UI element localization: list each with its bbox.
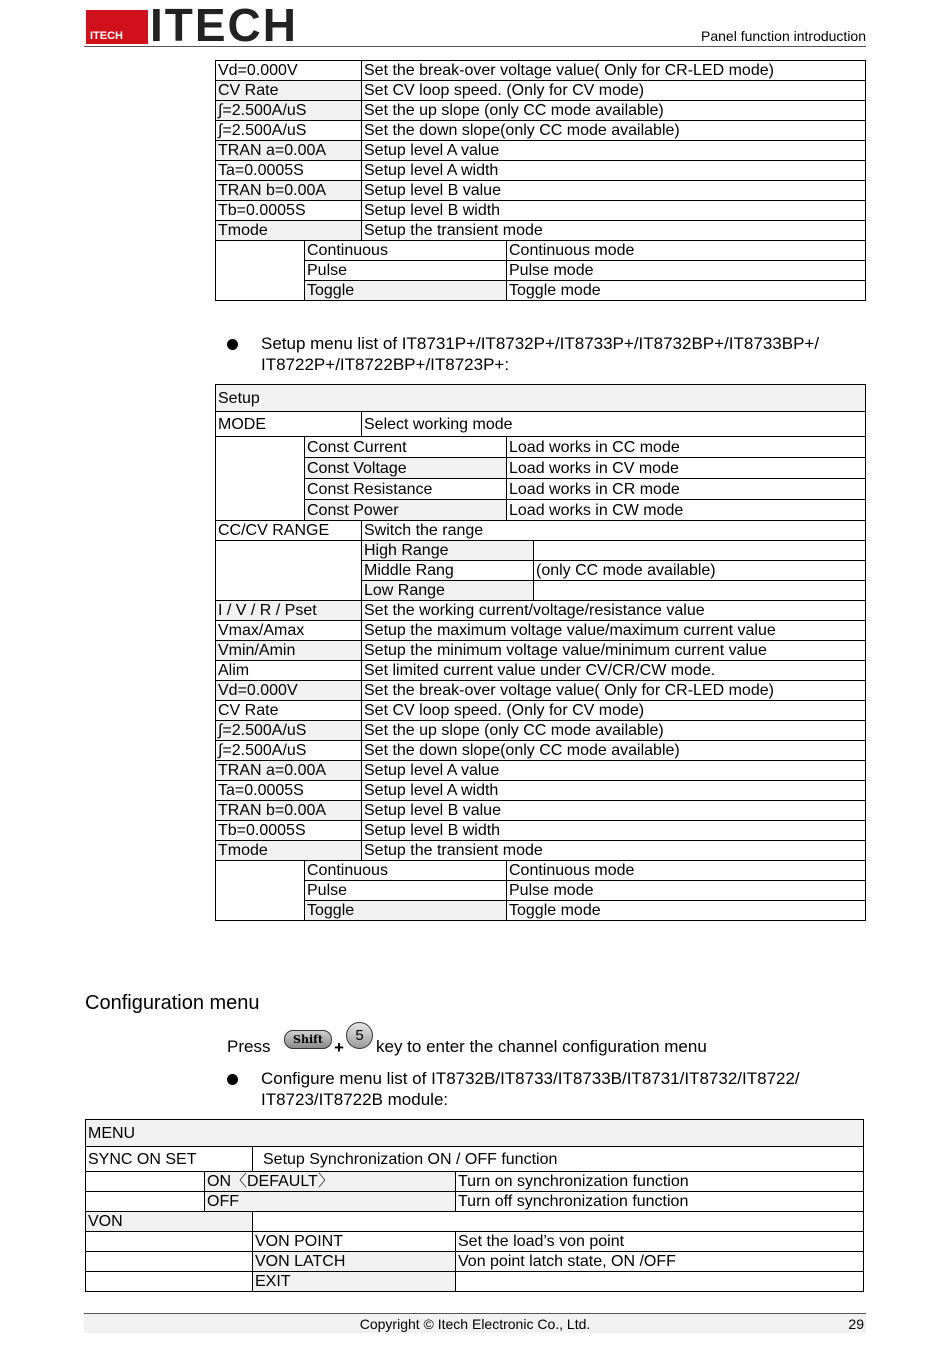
setting-key: TRAN b=0.00A — [216, 801, 362, 821]
setting-key: CC/CV RANGE — [216, 521, 362, 541]
channel-config-table — [85, 1119, 864, 1292]
option-key: Pulse — [305, 261, 507, 281]
option-desc: Pulse mode — [507, 261, 866, 281]
option-desc: Toggle mode — [507, 901, 866, 921]
setting-desc: Setup the transient mode — [362, 841, 866, 861]
range-note-cell — [534, 581, 866, 601]
setting-desc: Setup level A value — [362, 141, 866, 161]
table-title-row — [216, 385, 866, 412]
setting-key: CV Rate — [216, 81, 362, 101]
option-key: VON LATCH — [253, 1252, 456, 1272]
header-divider — [84, 46, 866, 47]
table-row — [216, 281, 866, 301]
setting-desc: Set the break-over voltage value( Only for CR-LED mode) — [362, 61, 866, 81]
indent-cell — [86, 1172, 205, 1192]
table-row — [86, 1252, 864, 1272]
table-row — [216, 121, 866, 141]
configure-menu-bullet — [261, 1068, 800, 1110]
table-row — [216, 601, 866, 621]
table-row — [216, 221, 866, 241]
option-key: VON POINT — [253, 1232, 456, 1252]
table-row — [216, 801, 866, 821]
table-row — [216, 741, 866, 761]
bullet-text-line: IT8722P+/IT8722BP+/IT8723P+: — [261, 355, 510, 374]
table-row — [216, 721, 866, 741]
table-row — [216, 661, 866, 681]
setting-key: ∫=2.500A/uS — [216, 121, 362, 141]
option-desc: Turn on synchronization function — [456, 1172, 864, 1192]
option-key: OFF — [205, 1192, 456, 1212]
number-5-key-icon: 5 — [346, 1022, 373, 1049]
footer-copyright: Copyright © Itech Electronic Co., Ltd. — [359, 1316, 591, 1332]
table-row — [216, 241, 866, 261]
table-row — [216, 541, 866, 561]
page-number: 29 — [848, 1316, 864, 1332]
setup-menu-table — [215, 384, 866, 921]
table-row — [216, 61, 866, 81]
option-desc: Toggle mode — [507, 281, 866, 301]
option-desc: Turn off synchronization function — [456, 1192, 864, 1212]
setting-desc: Set the up slope (only CC mode available) — [362, 721, 866, 741]
setting-desc: Setup the maximum voltage value/maximum current value — [362, 621, 866, 641]
shift-key-icon: Shift — [284, 1030, 332, 1049]
header-section-title: Panel function introduction — [701, 28, 866, 44]
range-option: Middle Rang — [362, 561, 534, 581]
setting-key: Tb=0.0005S — [216, 821, 362, 841]
bullet-text-line: Setup menu list of IT8731P+/IT8732P+/IT8733P+/IT8732BP+/IT8733BP+/ — [261, 334, 820, 353]
setting-desc: Set the down slope(only CC mode available) — [362, 741, 866, 761]
option-desc: Load works in CC mode — [507, 437, 866, 458]
indent-cell — [216, 241, 305, 301]
setting-key: Ta=0.0005S — [216, 161, 362, 181]
setting-key: Tmode — [216, 221, 362, 241]
table-row — [216, 412, 866, 437]
table-title-row — [86, 1120, 864, 1147]
setting-desc: Set the down slope(only CC mode available) — [362, 121, 866, 141]
option-desc: Set the load’s von point — [456, 1232, 864, 1252]
table-row — [216, 458, 866, 479]
range-option: Low Range — [362, 581, 534, 601]
option-key: Const Resistance — [305, 479, 507, 500]
setting-key: VON — [86, 1212, 253, 1232]
option-desc: Continuous mode — [507, 241, 866, 261]
option-key: Const Current — [305, 437, 507, 458]
setting-desc: Set CV loop speed. (Only for CV mode) — [362, 701, 866, 721]
table-row — [216, 681, 866, 701]
table-row — [216, 861, 866, 881]
setting-desc: Switch the range — [362, 521, 866, 541]
option-desc: Load works in CR mode — [507, 479, 866, 500]
table-row — [216, 161, 866, 181]
setting-desc: Set CV loop speed. (Only for CV mode) — [362, 81, 866, 101]
setting-desc: Setup level A width — [362, 161, 866, 181]
table-row — [216, 881, 866, 901]
bullet-dot-icon — [227, 1074, 238, 1085]
table-row — [216, 761, 866, 781]
setting-key: TRAN a=0.00A — [216, 141, 362, 161]
bullet-text-line: Configure menu list of IT8732B/IT8733/IT8733B/IT8731/IT8732/IT8722/ — [261, 1069, 800, 1088]
table-row — [216, 81, 866, 101]
press-suffix: key to enter the channel configuration menu — [376, 1037, 707, 1056]
setting-desc: Setup the minimum voltage value/minimum current value — [362, 641, 866, 661]
range-note-cell — [534, 541, 866, 561]
option-desc: Pulse mode — [507, 881, 866, 901]
setting-key: Tmode — [216, 841, 362, 861]
itech-logo — [86, 0, 306, 51]
setting-desc: Setup the transient mode — [362, 221, 866, 241]
table-row — [216, 701, 866, 721]
setting-desc: Setup level B width — [362, 201, 866, 221]
table-row — [216, 479, 866, 500]
setting-key: SYNC ON SET — [86, 1147, 253, 1172]
setting-desc: Set the working current/voltage/resistance value — [362, 601, 866, 621]
logo-badge-text: ITECH — [90, 30, 123, 42]
range-option: High Range — [362, 541, 534, 561]
table-row — [86, 1192, 864, 1212]
setting-desc: Setup level A width — [362, 781, 866, 801]
logo-badge — [86, 10, 148, 44]
table-title: Setup — [216, 385, 866, 412]
option-desc: Load works in CV mode — [507, 458, 866, 479]
setting-key: Tb=0.0005S — [216, 201, 362, 221]
table-row — [216, 521, 866, 541]
setting-key: ∫=2.500A/uS — [216, 741, 362, 761]
table-row — [86, 1272, 864, 1292]
setting-key: Vd=0.000V — [216, 61, 362, 81]
setting-desc: Select working mode — [362, 412, 866, 437]
indent-cell — [216, 541, 362, 601]
setting-desc: Setup Synchronization ON / OFF function — [253, 1147, 864, 1172]
setting-desc: Setup level B value — [362, 181, 866, 201]
setting-key: CV Rate — [216, 701, 362, 721]
indent-cell — [86, 1272, 253, 1292]
table-row — [216, 821, 866, 841]
table-row — [86, 1172, 864, 1192]
table-row — [216, 201, 866, 221]
option-key: Continuous — [305, 241, 507, 261]
option-desc: Continuous mode — [507, 861, 866, 881]
indent-cell — [86, 1232, 253, 1252]
option-key: ON〈DEFAULT〉 — [205, 1172, 456, 1192]
transient-settings-table — [215, 60, 866, 301]
table-row — [216, 261, 866, 281]
logo-wordmark: ITECH — [150, 0, 298, 51]
configuration-menu-heading: Configuration menu — [85, 992, 260, 1014]
range-note: (only CC mode available) — [534, 561, 866, 581]
option-key: Const Power — [305, 500, 507, 521]
table-row — [86, 1212, 864, 1232]
option-desc — [456, 1272, 864, 1292]
table-row — [216, 500, 866, 521]
setting-key: TRAN b=0.00A — [216, 181, 362, 201]
setting-key: Vd=0.000V — [216, 681, 362, 701]
table-row — [216, 841, 866, 861]
setting-desc: Setup level A value — [362, 761, 866, 781]
option-key: Const Voltage — [305, 458, 507, 479]
setting-key: ∫=2.500A/uS — [216, 721, 362, 741]
setting-key: Vmax/Amax — [216, 621, 362, 641]
setting-key: MODE — [216, 412, 362, 437]
press-label: Press — [227, 1037, 271, 1056]
setting-key: Ta=0.0005S — [216, 781, 362, 801]
setting-desc: Set the up slope (only CC mode available) — [362, 101, 866, 121]
table-row — [216, 781, 866, 801]
table-row — [216, 437, 866, 458]
table-row — [86, 1147, 864, 1172]
indent-cell — [216, 861, 305, 921]
setting-desc: Setup level B value — [362, 801, 866, 821]
table-row — [216, 641, 866, 661]
setting-key: Alim — [216, 661, 362, 681]
option-key: EXIT — [253, 1272, 456, 1292]
option-key: Toggle — [305, 281, 507, 301]
option-key: Toggle — [305, 901, 507, 921]
table-row — [86, 1232, 864, 1252]
bullet-text-line: IT8723/IT8722B module: — [261, 1090, 449, 1109]
setting-key: TRAN a=0.00A — [216, 761, 362, 781]
indent-cell — [86, 1192, 205, 1212]
setting-desc: Set limited current value under CV/CR/CW mode. — [362, 661, 866, 681]
table-row — [216, 101, 866, 121]
setting-desc: Setup level B width — [362, 821, 866, 841]
option-desc: Von point latch state, ON /OFF — [456, 1252, 864, 1272]
table-row — [216, 141, 866, 161]
setting-desc: Set the break-over voltage value( Only for CR-LED mode) — [362, 681, 866, 701]
plus-sign: + — [334, 1038, 344, 1057]
option-key: Continuous — [305, 861, 507, 881]
option-desc: Load works in CW mode — [507, 500, 866, 521]
table-row — [216, 181, 866, 201]
setting-key: Vmin/Amin — [216, 641, 362, 661]
table-row — [216, 621, 866, 641]
table-title: MENU — [86, 1120, 864, 1147]
setting-key: I / V / R / Pset — [216, 601, 362, 621]
indent-cell — [216, 437, 305, 521]
indent-cell — [86, 1252, 253, 1272]
table-row — [216, 901, 866, 921]
setting-key: ∫=2.500A/uS — [216, 101, 362, 121]
setting-desc — [253, 1212, 864, 1232]
setup-menu-bullet — [261, 333, 819, 375]
bullet-dot-icon — [227, 339, 238, 350]
option-key: Pulse — [305, 881, 507, 901]
